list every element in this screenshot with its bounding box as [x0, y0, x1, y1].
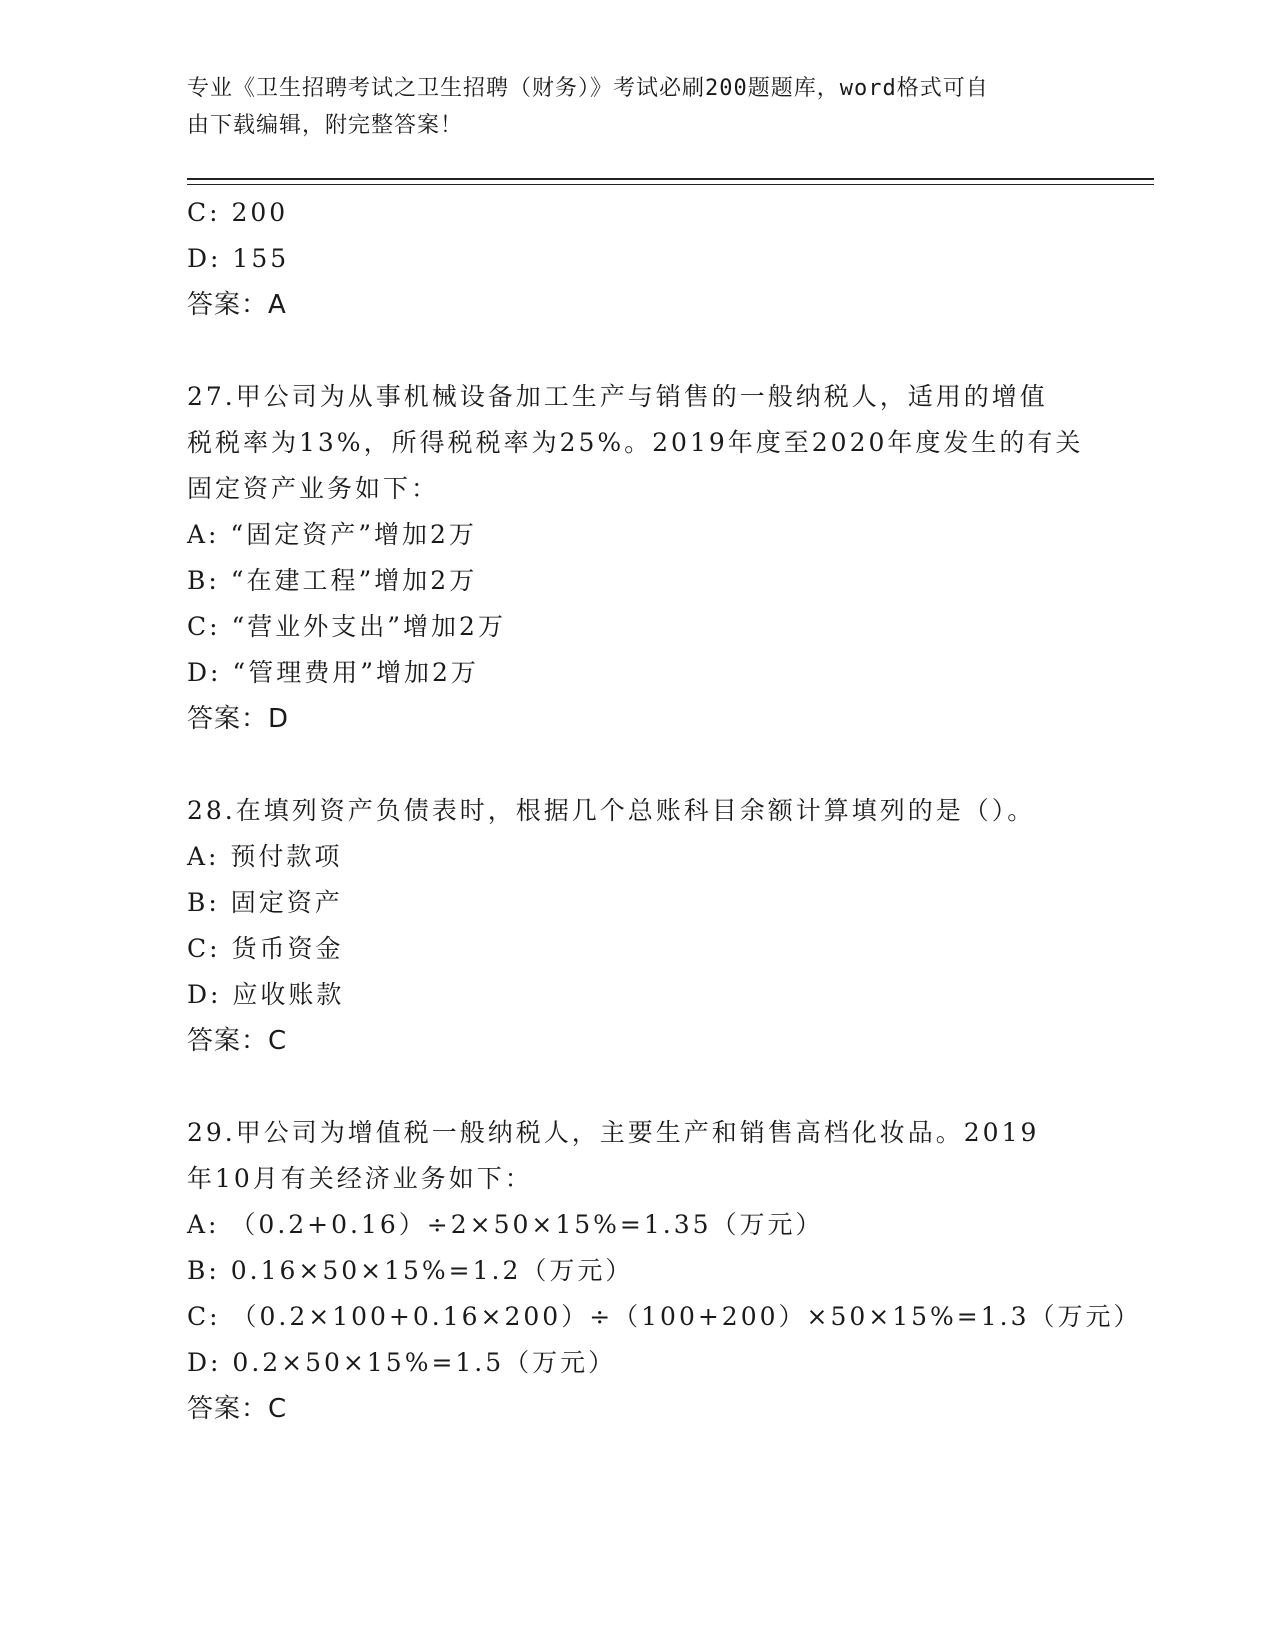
spacer [187, 742, 1087, 788]
document-header [187, 70, 1067, 144]
option-a: A: “固定资产”增加2万 [187, 520, 477, 549]
question-text-line: 29.甲公司为增值税一般纳税人，主要生产和销售高档化妆品。2019 [187, 1118, 1040, 1147]
question-29 [187, 1110, 1142, 1432]
answer-line: 答案：D [187, 704, 290, 734]
option-c: C: 200 [187, 198, 289, 227]
option-d: D: 0.2×50×15%=1.5（万元） [187, 1348, 617, 1377]
question-28 [187, 788, 1087, 1064]
question-text-line: 27.甲公司为从事机械设备加工生产与销售的一般纳税人，适用的增值 [187, 382, 1048, 411]
header-line-1: 专业《卫生招聘考试之卫生招聘（财务）》考试必刷200题题库，word格式可自 [187, 76, 989, 101]
question-27 [187, 374, 1087, 742]
option-d: D: 155 [187, 244, 290, 273]
previous-question-tail [187, 190, 1087, 328]
option-a: A: （0.2+0.16）÷2×50×15%=1.35（万元） [187, 1210, 824, 1239]
spacer [187, 1064, 1087, 1110]
header-divider-thin [187, 184, 1154, 185]
document-body [187, 190, 1142, 1432]
option-a: A: 预付款项 [187, 842, 343, 871]
option-c: C: 货币资金 [187, 934, 344, 963]
option-b: B: 0.16×50×15%=1.2（万元） [187, 1256, 634, 1285]
option-d: D: “管理费用”增加2万 [187, 658, 479, 687]
header-divider-thick [187, 178, 1154, 180]
answer-line: 答案：C [187, 1394, 288, 1424]
header-line-2: 由下载编辑，附完整答案！ [187, 113, 464, 138]
answer-line: 答案：C [187, 1026, 288, 1056]
option-b: B: 固定资产 [187, 888, 343, 917]
option-b: B: “在建工程”增加2万 [187, 566, 478, 595]
question-text-line: 年10月有关经济业务如下： [187, 1164, 533, 1193]
option-d: D: 应收账款 [187, 980, 345, 1009]
question-text-line: 税税率为13%，所得税税率为25%。2019年度至2020年度发生的有关 [187, 428, 1084, 457]
spacer [187, 328, 1087, 374]
answer-line: 答案：A [187, 290, 287, 320]
option-c: C: （0.2×100+0.16×200）÷（100+200）×50×15%=1.3（万元） [187, 1302, 1142, 1331]
question-text-line: 固定资产业务如下： [187, 474, 440, 503]
option-c: C: “营业外支出”增加2万 [187, 612, 506, 641]
question-text-line: 28.在填列资产负债表时，根据几个总账科目余额计算填列的是（）。 [187, 796, 1036, 825]
